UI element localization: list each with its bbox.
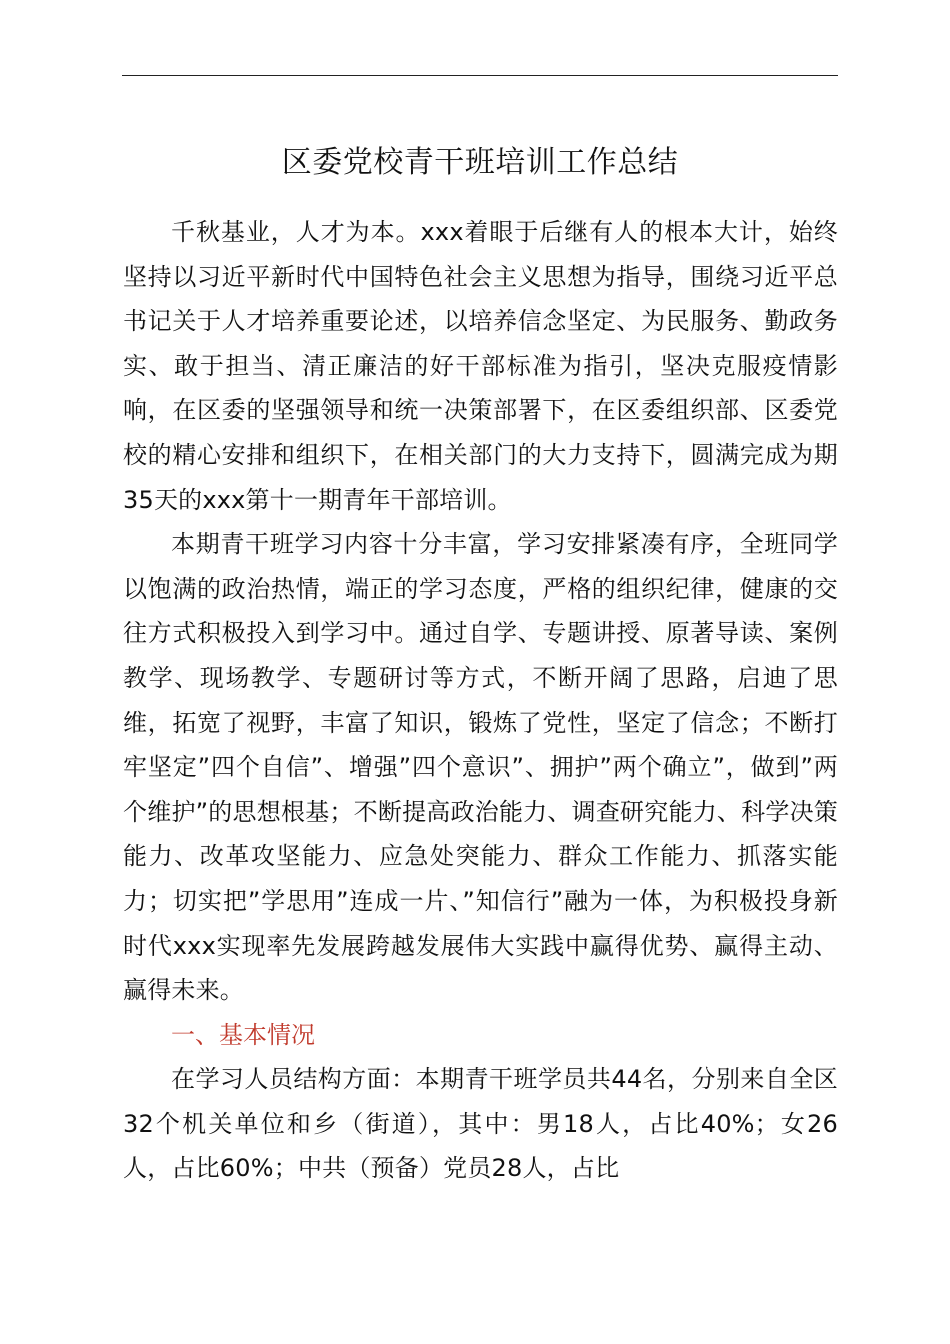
header-rule: [122, 75, 838, 76]
document-body: [123, 210, 838, 1191]
section-heading: 一、基本情况: [171, 1020, 315, 1049]
content-paragraph: 本期青干班学习内容十分丰富，学习安排紧凑有序，全班同学以饱满的政治热情，端正的学习态度，严格的组织纪律，健康的交往方式积极投入到学习中。通过自学、专题讲授、原著导读、案例教学、现场教学、专题研讨等方式，不断开阔了思路，启迪了思维，拓宽了视野，丰富了知识，锻炼了党性，坚定了信念；不断打牢坚定”四个自信”、增强”四个意识”、拥护”两个确立”，做到”两个维护”的思想根基；不断提高政治能力、调查研究能力、科学决策能力、改革攻坚能力、应急处突能力、群众工作能力、抓落实能力；切实把”学思用”连成一片、”知信行”融为一体，为积极投身新时代xxx实现率先发展跨越发展伟大实践中赢得优势、赢得主动、赢得未来。: [123, 530, 838, 1005]
document-title: 区委党校青干班培训工作总结: [281, 145, 679, 180]
intro-paragraph: 千秋基业，人才为本。xxx着眼于后继有人的根本大计，始终坚持以习近平新时代中国特色社会主义思想为指导，围绕习近平总书记关于人才培养重要论述，以培养信念坚定、为民服务、勤政务实、敢于担当、清正廉洁的好干部标准为指引，坚决克服疫情影响，在区委的坚强领导和统一决策部署下，在区委组织部、区委党校的精心安排和组织下，在相关部门的大力支持下，圆满完成为期35天的xxx第十一期青年干部培训。: [123, 218, 838, 514]
section-paragraph: 在学习人员结构方面：本期青干班学员共44名，分别来自全区32个机关单位和乡（街道），其中：男18人，占比40%；女26人，占比60%；中共（预备）党员28人，占比: [123, 1065, 838, 1183]
